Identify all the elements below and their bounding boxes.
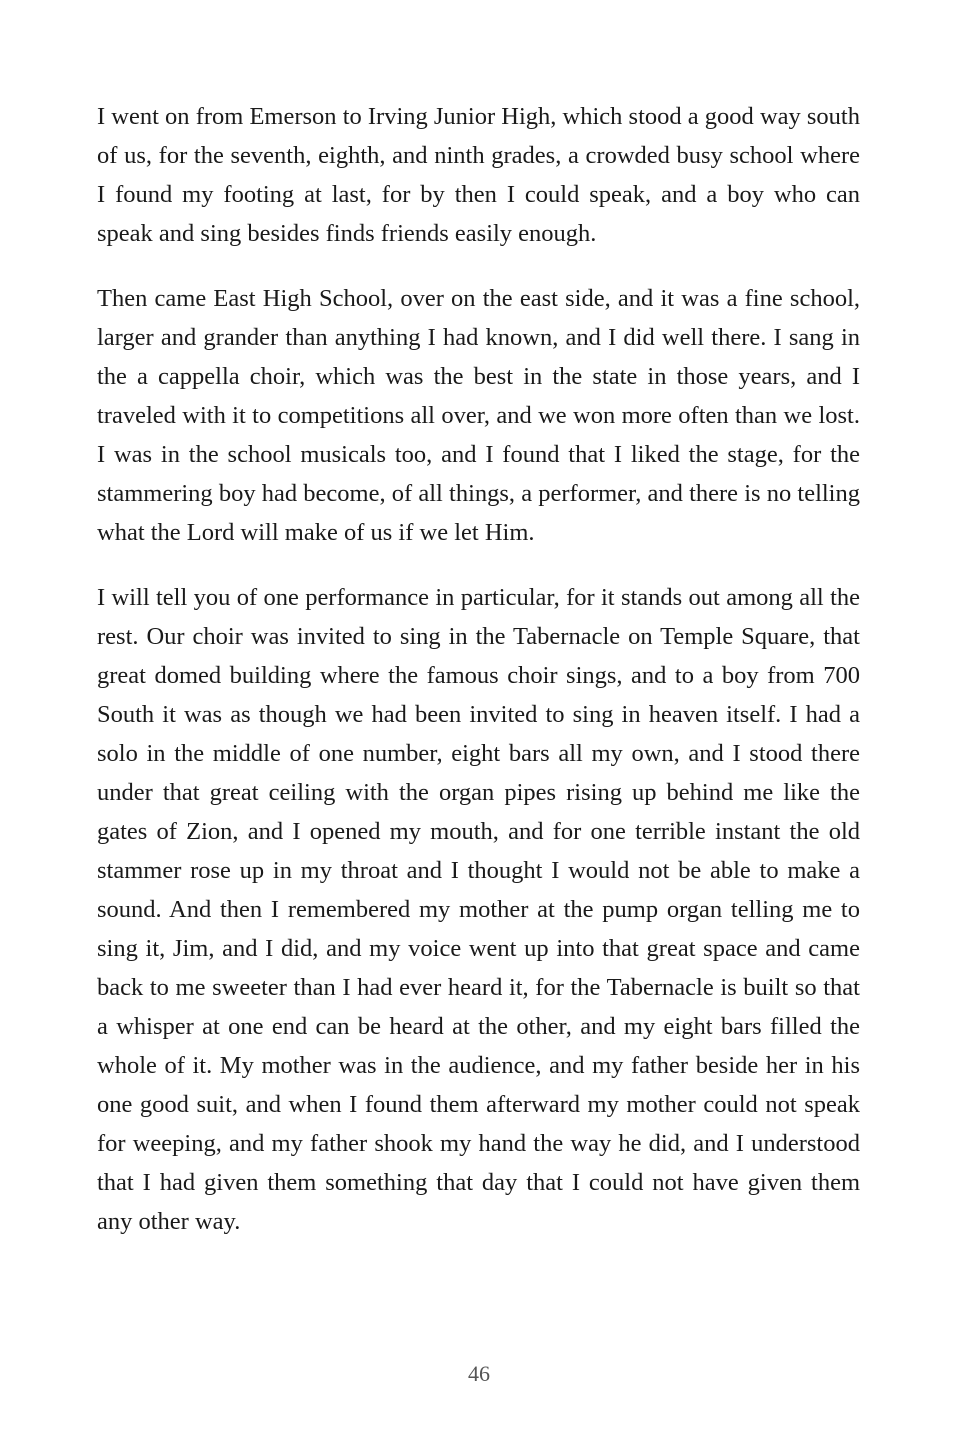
page-number: 46: [468, 1361, 490, 1386]
paragraph-irving-junior-high: I went on from Emerson to Irving Junior High, which stood a good way south of us, for the seventh, eighth, and ninth grades, a crowded busy school where I found my footing at last, for by then I could speak, and a boy who can speak and sing besides finds friends easily enough.: [97, 103, 860, 247]
page-body: [97, 97, 860, 1267]
paragraph-tabernacle-performance: I will tell you of one performance in particular, for it stands out among all the rest. Our choir was invited to sing in the Tabernacle on Temple Square, that great domed building where the famous choir sings, and to a boy from 700 South it was as though we had been invited to sing in heaven itself. I had a solo in the middle of one number, eight bars all my own, and I stood there under that great ceiling with the organ pipes rising up behind me like the gates of Zion, and I opened my mouth, and for one terrible instant the old stammer rose up in my throat and I thought I would not be able to make a sound. And then I remembered my mother at the pump organ telling me to sing it, Jim, and I did, and my voice went up into that great space and came back to me sweeter than I had ever heard it, for the Tabernacle is built so that a whisper at one end can be heard at the other, and my eight bars filled the whole of it. My mother was in the audience, and my father beside her in his one good suit, and when I found them afterward my mother could not speak for weeping, and my father shook my hand the way he did, and I understood that I had given them something that day that I could not have given them any other way.: [97, 584, 860, 1235]
paragraph-east-high-school: Then came East High School, over on the east side, and it was a fine school, larger and grander than anything I had known, and I did well there. I sang in the a cappella choir, which was the best in the state in those years, and I traveled with it to competitions all over, and we won more often than we lost. I was in the school musicals too, and I found that I liked the stage, for the stammering boy had become, of all things, a performer, and there is no telling what the Lord will make of us if we let Him.: [97, 285, 860, 546]
